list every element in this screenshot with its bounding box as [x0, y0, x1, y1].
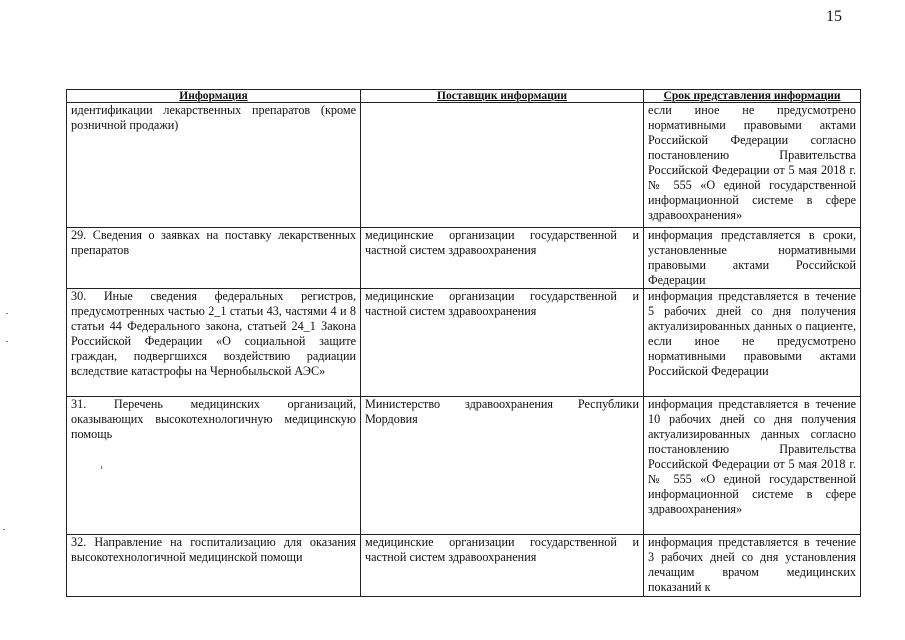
row-info-cell: [67, 397, 361, 535]
row-provider-text: медицинские организации государственной и частной систем здравоохранения: [365, 228, 639, 257]
scan-artifact: [6, 313, 8, 314]
table-row: [67, 289, 861, 397]
table-row: [67, 103, 861, 228]
row-info-cell: [67, 289, 361, 397]
header-deadline: Срок представления информации: [644, 90, 861, 103]
table-row: [67, 535, 861, 597]
row-provider-text: Министерство здравоохранения Республики Мордовия: [365, 397, 639, 426]
row-info-cell: [67, 535, 361, 597]
row-provider-cell: [361, 103, 644, 228]
table-row: [67, 228, 861, 289]
table-row: [67, 397, 861, 535]
header-provider: Поставщик информации: [361, 90, 644, 103]
row-provider-cell: [361, 289, 644, 397]
row-info-text: идентификации лекарственных препаратов (кроме розничной продажи): [71, 103, 356, 132]
info-table: [66, 89, 861, 597]
row-info-cell: [67, 103, 361, 228]
row-deadline-cell: [644, 103, 861, 228]
row-provider-cell: [361, 535, 644, 597]
row-info-text: 32. Направление на госпитализацию для оказания высокотехнологичной медицинской помощи: [71, 535, 356, 564]
page-number: 15: [826, 8, 842, 25]
row-deadline-text: информация представляется в течение 5 рабочих дней со дня получения актуализированных данных о пациенте, если иное не предусмотрено нормативными правовыми актами Российской Федерации: [648, 289, 856, 378]
row-provider-cell: [361, 397, 644, 535]
row-deadline-text: информация представляется в течение 10 рабочих дней со дня получения актуализированных данных согласно постановлению Правительства Российской Федерации от 5 мая 2018 г. № 555 «О единой государственной информационной системе в сфере здравоохранения»: [648, 397, 856, 516]
row-provider-cell: [361, 228, 644, 289]
row-info-cell: [67, 228, 361, 289]
row-info-text: 29. Сведения о заявках на поставку лекарственных препаратов: [71, 228, 356, 257]
row-provider-text: медицинские организации государственной и частной систем здравоохранения: [365, 535, 639, 564]
table-header-row: [67, 90, 861, 103]
row-deadline-text: информация представляется в сроки, установленные нормативными правовыми актами Российской Федерации: [648, 228, 856, 287]
row-deadline-text: информация представляется в течение 3 рабочих дней со дня установления лечащим врачом медицинских показаний к: [648, 535, 856, 594]
scan-artifact: [101, 466, 102, 469]
row-deadline-cell: [644, 397, 861, 535]
row-info-text: 30. Иные сведения федеральных регистров, предусмотренных частью 2_1 статьи 43, частями 4 и 8 статьи 44 Федерального закона, статьей 24_1 Закона Российской Федерации «О социальной защите граждан, подвергшихся воздействию радиации вследствие катастрофы на Чернобыльской АЭС»: [71, 289, 356, 378]
scan-artifact: [3, 529, 5, 530]
row-deadline-cell: [644, 289, 861, 397]
row-provider-text: медицинские организации государственной и частной систем здравоохранения: [365, 289, 639, 318]
header-info: Информация: [67, 90, 361, 103]
row-deadline-text: если иное не предусмотрено нормативными правовыми актами Российской Федерации согласно постановлению Правительства Российской Федерации от 5 мая 2018 г. № 555 «О единой государственной информационной системе в сфере здравоохранения»: [648, 103, 856, 222]
row-info-text: 31. Перечень медицинских организаций, оказывающих высокотехнологичную медицинскую помощь: [71, 397, 356, 441]
row-deadline-cell: [644, 535, 861, 597]
row-deadline-cell: [644, 228, 861, 289]
scan-artifact: [6, 341, 8, 342]
